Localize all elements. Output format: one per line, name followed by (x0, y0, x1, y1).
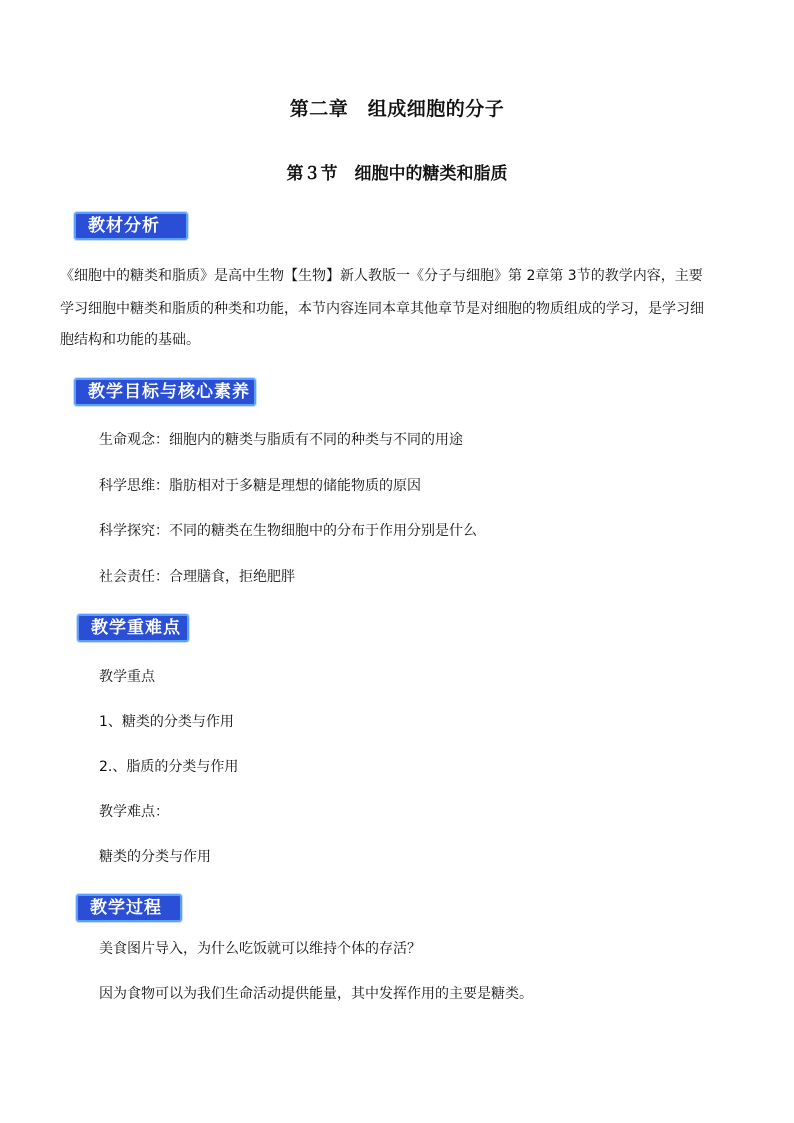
chapter-title: 第二章 组成细胞的分子 (289, 98, 505, 120)
focus-item: 2.、脂质的分类与作用 (99, 759, 239, 775)
analysis-line-1: 《细胞中的糖类和脂质》是高中生物【生物】新人教版一《分子与细胞》第 2章第 3节的教学内容，主要 (60, 268, 703, 284)
heading-objectives: 教学目标与核心素养 (74, 378, 256, 406)
objective-item: 科学思维：脂肪相对于多糖是理想的储能物质的原因 (99, 478, 421, 494)
focus-item: 1、糖类的分类与作用 (99, 714, 234, 730)
difficulty-item: 糖类的分类与作用 (99, 849, 211, 865)
process-line: 因为食物可以为我们生命活动提供能量，其中发挥作用的主要是糖类。 (99, 986, 533, 1002)
objective-item: 生命观念：细胞内的糖类与脂质有不同的种类与不同的用途 (99, 432, 463, 448)
objective-item: 社会责任：合理膳食，拒绝肥胖 (99, 569, 295, 585)
analysis-line-2: 学习细胞中糖类和脂质的种类和功能，本节内容连同本章其他章节是对细胞的物质组成的学习，是学习细 (60, 301, 704, 317)
objective-item: 科学探究：不同的糖类在生物细胞中的分布于作用分别是什么 (99, 523, 477, 539)
process-line: 美食图片导入，为什么吃饭就可以维持个体的存活？ (99, 941, 421, 957)
heading-process: 教学过程 (76, 894, 182, 922)
heading-key-points: 教学重难点 (77, 614, 189, 642)
section-title: 第３节 细胞中的糖类和脂质 (286, 164, 508, 184)
focus-label: 教学重点 (99, 669, 155, 685)
difficulty-label: 教学难点： (99, 804, 169, 820)
heading-analysis: 教材分析 (74, 212, 188, 240)
analysis-line-3: 胞结构和功能的基础。 (60, 332, 200, 348)
